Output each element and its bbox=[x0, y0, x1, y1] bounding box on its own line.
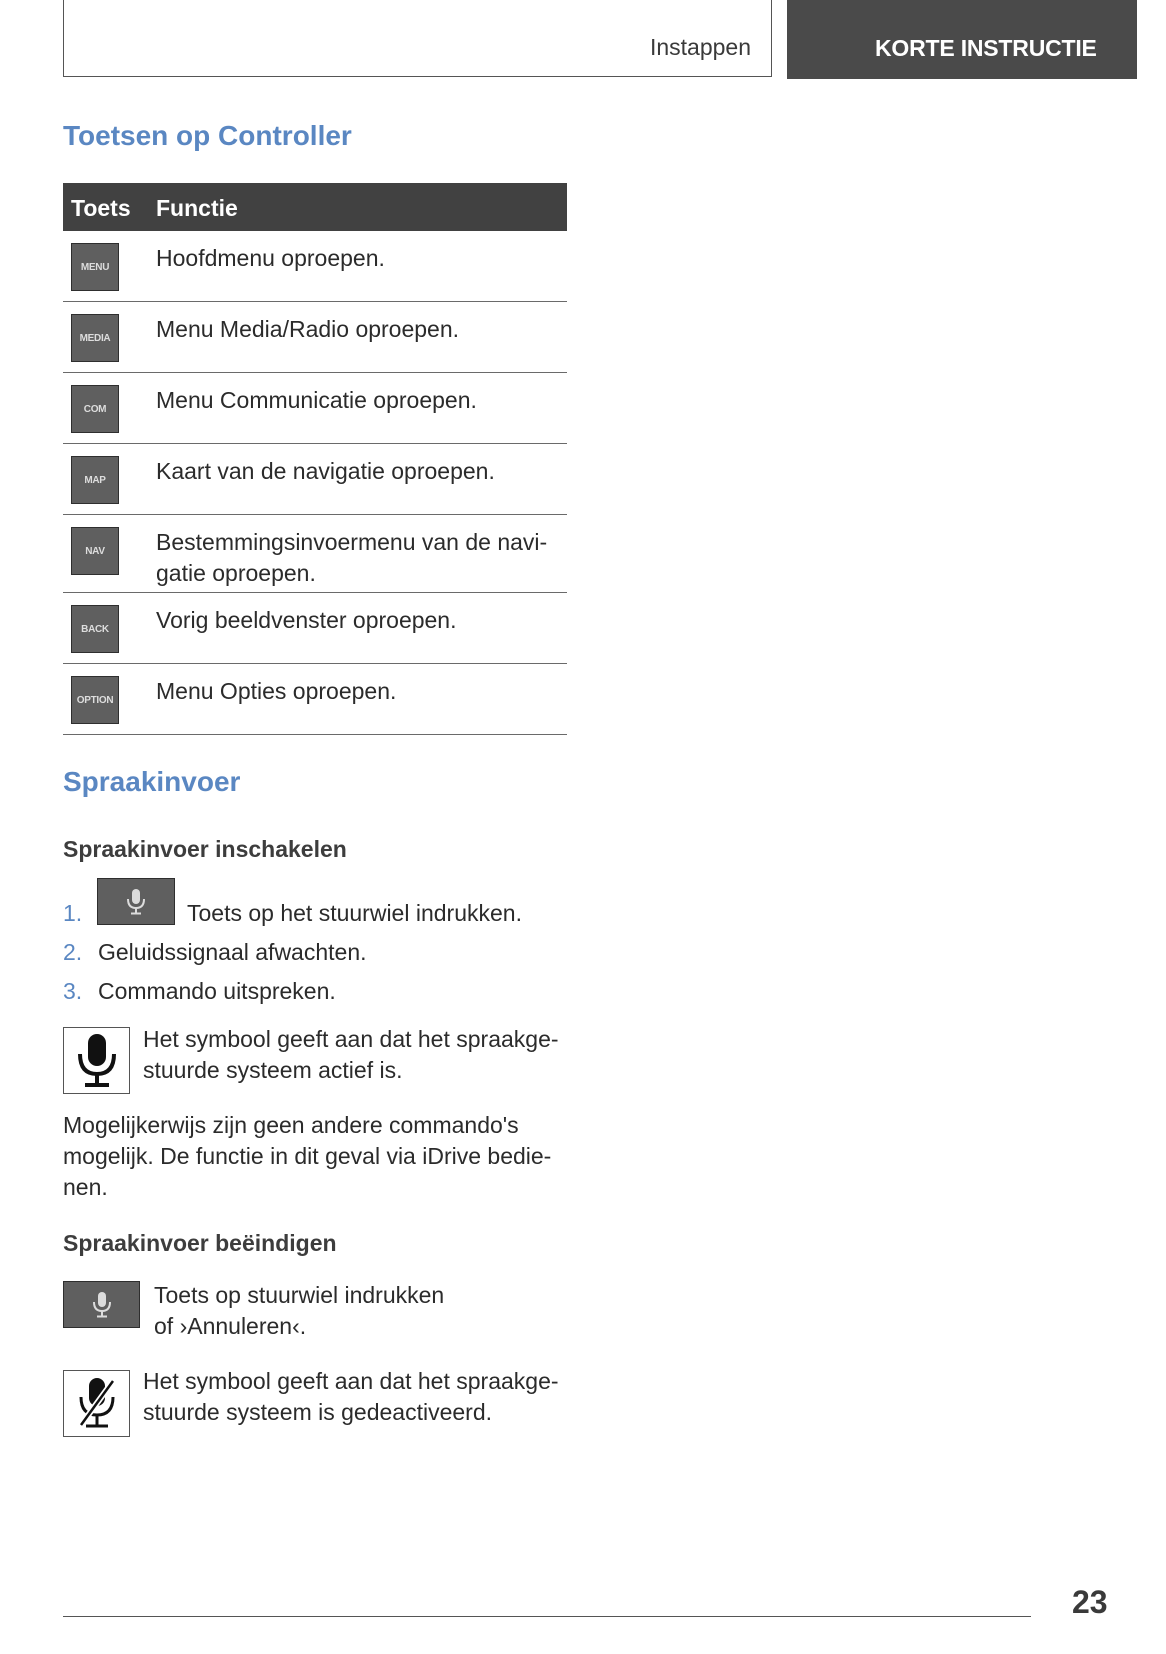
steering-wheel-mic-button bbox=[97, 878, 175, 925]
table-header-key: Toets bbox=[71, 195, 131, 221]
step-item bbox=[63, 900, 98, 927]
steering-wheel-mic-button bbox=[63, 1281, 140, 1328]
voice-section-title: Spraakinvoer bbox=[63, 766, 241, 797]
footer-divider bbox=[63, 1616, 1031, 1617]
step-text: Geluidssignaal afwachten. bbox=[98, 939, 367, 965]
table-header-function: Functie bbox=[156, 195, 238, 221]
table-row bbox=[63, 302, 567, 373]
option-key-icon: OPTION bbox=[71, 676, 119, 724]
mic-active-symbol bbox=[63, 1027, 130, 1094]
mic-active-note: Het symbool geeft aan dat het spraakge-stuurde systeem actief is. bbox=[143, 1026, 559, 1083]
table-row bbox=[63, 444, 567, 515]
microphone-icon bbox=[125, 888, 147, 916]
media-key-icon: MEDIA bbox=[71, 314, 119, 362]
row-function: Kaart van de navigatie oproepen. bbox=[156, 458, 495, 484]
controller-section-title: Toetsen op Controller bbox=[63, 120, 352, 151]
header-chapter-tab bbox=[787, 0, 1137, 79]
step-item bbox=[63, 939, 367, 966]
mic-button-note: Toets op stuurwiel indrukken of ›Annuleren‹. bbox=[154, 1282, 445, 1339]
table-row bbox=[63, 231, 567, 302]
nav-key-icon: NAV bbox=[71, 527, 119, 575]
step-text: Toets op het stuurwiel indrukken. bbox=[187, 900, 522, 926]
table-row bbox=[63, 515, 567, 593]
header-section-title: Instappen bbox=[649, 34, 751, 60]
step-number: 1. bbox=[63, 900, 83, 926]
menu-key-icon: MENU bbox=[71, 243, 119, 291]
voice-enable-paragraph: Mogelijkerwijs zijn geen andere commando's mogelijk. De functie in dit geval via iDrive bedie-nen. bbox=[63, 1112, 552, 1200]
com-key-icon: COM bbox=[71, 385, 119, 433]
step-number: 3. bbox=[63, 978, 83, 1004]
microphone-active-icon bbox=[75, 1032, 119, 1090]
row-function: Vorig beeldvenster oproepen. bbox=[156, 607, 457, 633]
row-function: Bestemmingsinvoermenu van de navi-gatie oproepen. bbox=[156, 529, 548, 586]
row-function: Menu Opties oproepen. bbox=[156, 678, 397, 704]
map-key-icon: MAP bbox=[71, 456, 119, 504]
voice-enable-subtitle: Spraakinvoer inschakelen bbox=[63, 836, 347, 862]
back-key-icon: BACK bbox=[71, 605, 119, 653]
controller-keys-table bbox=[63, 183, 567, 735]
page-number: 23 bbox=[1072, 1584, 1108, 1620]
step-number: 2. bbox=[63, 939, 83, 965]
header-box bbox=[63, 0, 772, 77]
step-item bbox=[63, 978, 336, 1005]
microphone-icon bbox=[91, 1291, 113, 1319]
row-function: Menu Communicatie oproepen. bbox=[156, 387, 477, 413]
row-function: Hoofdmenu oproepen. bbox=[156, 245, 385, 271]
table-row bbox=[63, 373, 567, 444]
table-row bbox=[63, 664, 567, 735]
table-row bbox=[63, 593, 567, 664]
mic-off-note: Het symbool geeft aan dat het spraakge-stuurde systeem is gedeactiveerd. bbox=[143, 1368, 559, 1425]
microphone-off-icon bbox=[75, 1375, 119, 1433]
row-function: Menu Media/Radio oproepen. bbox=[156, 316, 460, 342]
voice-disable-subtitle: Spraakinvoer beëindigen bbox=[63, 1230, 337, 1256]
header-chapter-label: KORTE INSTRUCTIE bbox=[875, 35, 1097, 61]
mic-off-symbol bbox=[63, 1370, 130, 1437]
table-header bbox=[63, 183, 567, 231]
step-text: Commando uitspreken. bbox=[98, 978, 336, 1004]
